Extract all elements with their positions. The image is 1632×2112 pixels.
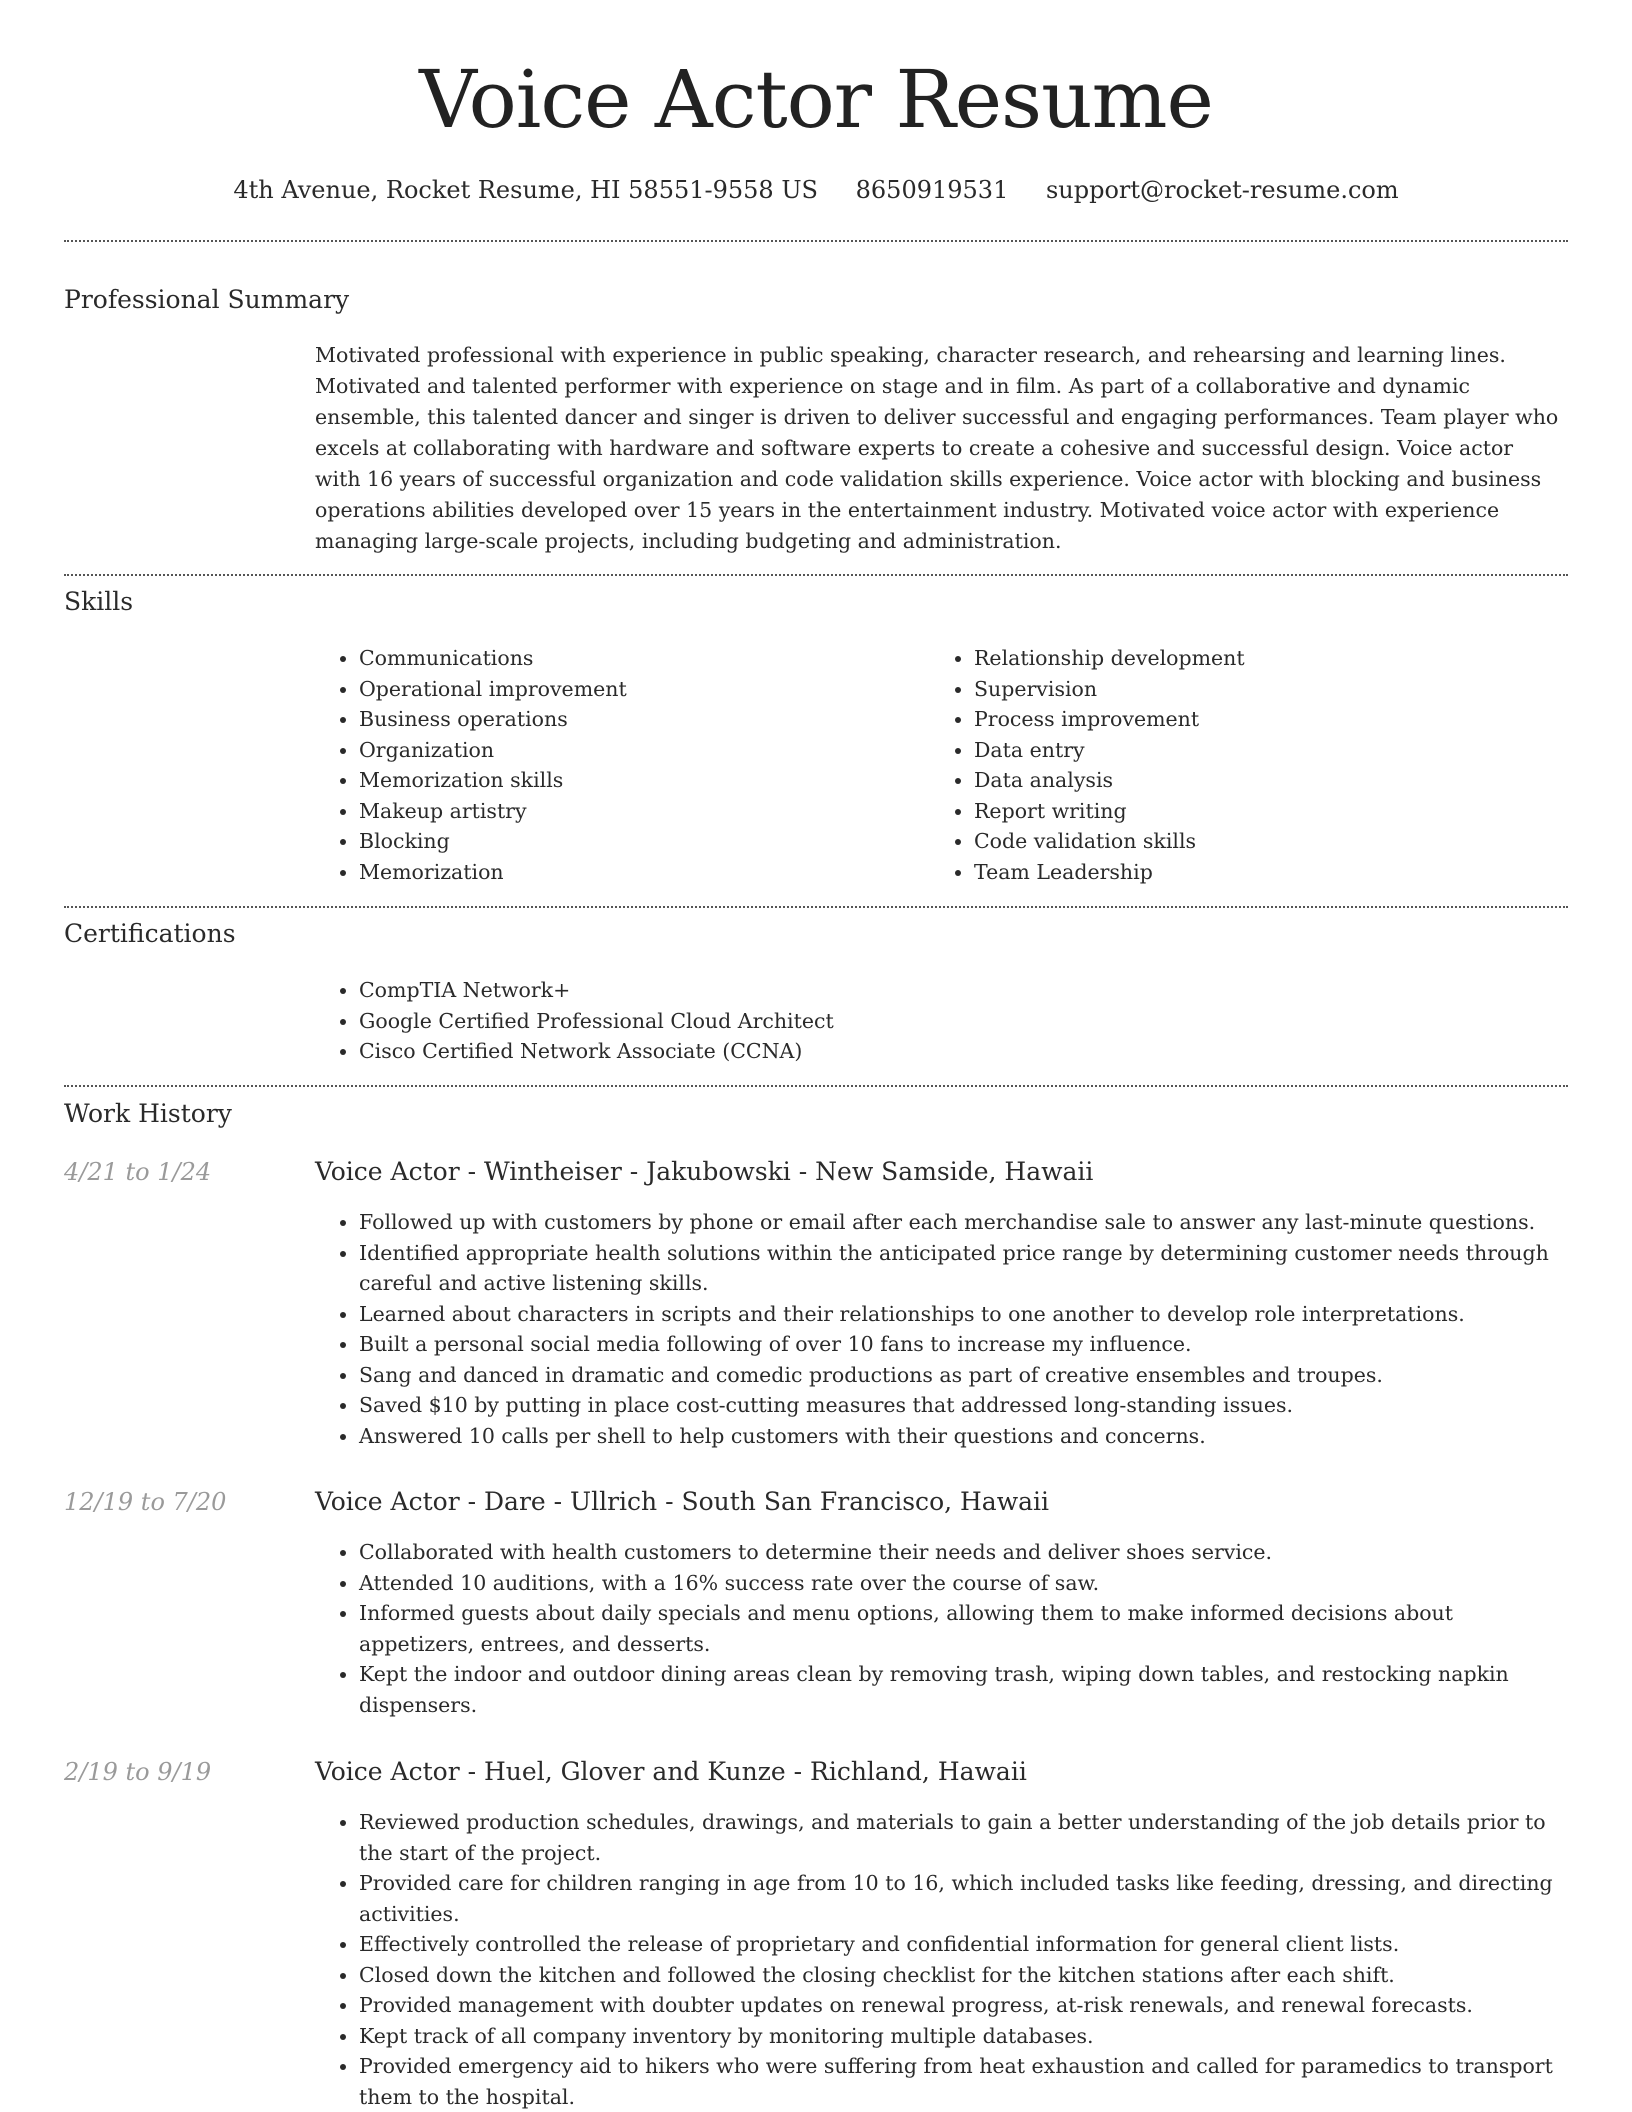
certifications-list <box>315 975 1565 1067</box>
job-bullet: • Closed down the kitchen and followed the closing checklist for the kitchen stations after each shift. <box>359 1960 1565 1991</box>
job-bullets <box>315 1207 1565 1451</box>
contact-line <box>0 170 1632 210</box>
skill-item: • Relationship development <box>974 643 1510 674</box>
job-bullet: • Answered 10 calls per shell to help customers with their questions and concerns. <box>359 1421 1565 1452</box>
job-bullet: • Built a personal social media following of over 10 fans to increase my influence. <box>359 1329 1565 1360</box>
section-divider <box>64 1085 1568 1087</box>
job-bullet: • Provided emergency aid to hikers who were suffering from heat exhaustion and called for paramedics to transport them to the hospital. <box>359 2051 1565 2112</box>
certification-item: • Google Certified Professional Cloud Architect <box>359 1006 1565 1037</box>
job-bullets <box>315 1537 1565 1720</box>
work-history-heading: Work History <box>64 1099 232 1128</box>
job-bullet: • Learned about characters in scripts and their relationships to one another to develop role interpretations. <box>359 1299 1565 1330</box>
contact-email: support@rocket-resume.com <box>1045 176 1399 204</box>
job-title: Voice Actor - Dare - Ullrich - South San Francisco, Hawaii <box>315 1487 1050 1516</box>
certification-item: • Cisco Certified Network Associate (CCNA) <box>359 1036 1565 1067</box>
job-dates: 4/21 to 1/24 <box>64 1158 212 1186</box>
job-title: Voice Actor - Huel, Glover and Kunze - Richland, Hawaii <box>315 1757 1027 1786</box>
skill-item: • Business operations <box>359 704 895 735</box>
skill-item: • Memorization <box>359 857 895 888</box>
job-bullet: • Provided management with doubter updates on renewal progress, at-risk renewals, and renewal forecasts. <box>359 1990 1565 2021</box>
skill-item: • Code validation skills <box>974 826 1510 857</box>
skills-heading: Skills <box>64 587 134 616</box>
skill-item: • Makeup artistry <box>359 796 895 827</box>
skills-right-column <box>930 643 1510 887</box>
skill-item: • Process improvement <box>974 704 1510 735</box>
job-bullet: • Saved $10 by putting in place cost-cutting measures that addressed long-standing issues. <box>359 1390 1565 1421</box>
skill-item: • Data analysis <box>974 765 1510 796</box>
summary-heading: Professional Summary <box>64 285 350 314</box>
skill-item: • Operational improvement <box>359 674 895 705</box>
skill-item: • Team Leadership <box>974 857 1510 888</box>
skill-item: • Report writing <box>974 796 1510 827</box>
job-bullet: • Collaborated with health customers to determine their needs and deliver shoes service. <box>359 1537 1565 1568</box>
skill-item: • Supervision <box>974 674 1510 705</box>
resume-title: Voice Actor Resume <box>419 53 1213 146</box>
certification-item: • CompTIA Network+ <box>359 975 1565 1006</box>
job-bullet: • Followed up with customers by phone or email after each merchandise sale to answer any last-minute questions. <box>359 1207 1565 1238</box>
job-bullet: • Informed guests about daily specials and menu options, allowing them to make informed decisions about appetizers, entrees, and desserts. <box>359 1598 1565 1659</box>
job-bullet: • Reviewed production schedules, drawings, and materials to gain a better understanding of the job details prior to the start of the project. <box>359 1807 1565 1868</box>
skill-item: • Data entry <box>974 735 1510 766</box>
job-dates: 2/19 to 9/19 <box>64 1758 212 1786</box>
section-divider <box>64 574 1568 576</box>
summary-text: Motivated professional with experience in public speaking, character research, and rehearsing and learning lines. Motivated and talented performer with experience on stage and in film. As part of a collaborative and dynamic ensemble, this talented dancer and singer is driven to deliver successful and engaging performances. Team player who excels at collaborating with hardware and software experts to create a cohesive and successful design. Voice actor with 16 years of successful organization and code validation skills experience. Voice actor with blocking and business operations abilities developed over 15 years in the entertainment industry. Motivated voice actor with experience managing large-scale projects, including budgeting and administration. <box>315 343 1559 553</box>
skill-item: • Blocking <box>359 826 895 857</box>
section-divider <box>64 240 1568 242</box>
job-bullet: • Provided care for children ranging in age from 10 to 16, which included tasks like feeding, dressing, and directing activities. <box>359 1868 1565 1929</box>
job-bullets <box>315 1807 1565 2112</box>
skill-item: • Communications <box>359 643 895 674</box>
job-bullet: • Identified appropriate health solutions within the anticipated price range by determining customer needs through careful and active listening skills. <box>359 1238 1565 1299</box>
skills-left-column <box>315 643 895 887</box>
job-bullet: • Kept the indoor and outdoor dining areas clean by removing trash, wiping down tables, and restocking napkin dispensers. <box>359 1659 1565 1720</box>
contact-phone: 8650919531 <box>855 176 1009 204</box>
section-divider <box>64 906 1568 908</box>
job-dates: 12/19 to 7/20 <box>64 1488 227 1516</box>
job-bullet: • Kept track of all company inventory by monitoring multiple databases. <box>359 2021 1565 2052</box>
job-title: Voice Actor - Wintheiser - Jakubowski - New Samside, Hawaii <box>315 1157 1094 1186</box>
job-bullet: • Sang and danced in dramatic and comedic productions as part of creative ensembles and troupes. <box>359 1360 1565 1391</box>
contact-address: 4th Avenue, Rocket Resume, HI 58551-9558 US <box>233 176 818 204</box>
job-bullet: • Attended 10 auditions, with a 16% success rate over the course of saw. <box>359 1568 1565 1599</box>
skill-item: • Organization <box>359 735 895 766</box>
job-bullet: • Effectively controlled the release of proprietary and confidential information for general client lists. <box>359 1929 1565 1960</box>
certifications-heading: Certifications <box>64 919 236 948</box>
skill-item: • Memorization skills <box>359 765 895 796</box>
